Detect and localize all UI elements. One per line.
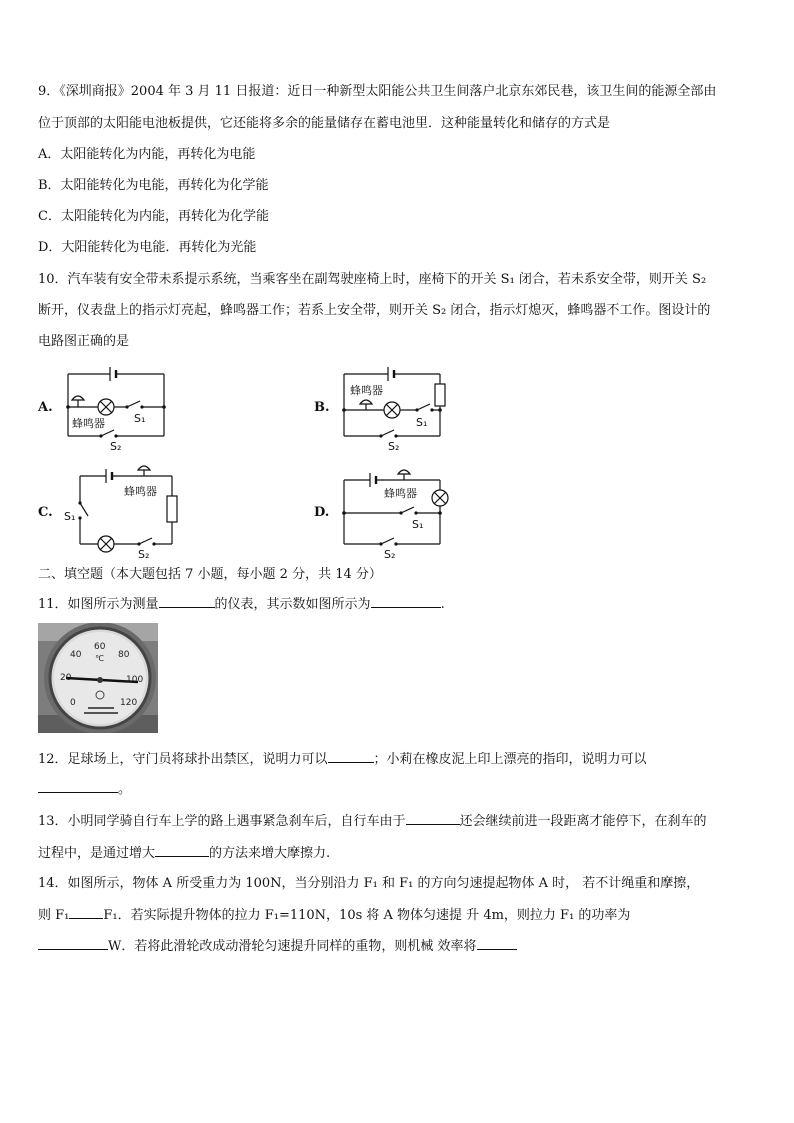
q13-line2 [38, 844, 330, 862]
q11-blank-1[interactable] [159, 595, 215, 608]
q12-text-b: ；小莉在橡皮泥上印上漂亮的指印，说明力可以 [373, 752, 647, 767]
gauge-tick-60: 60 [94, 642, 106, 652]
q9-option-d: D．大阳能转化为电能．再转化为光能 [38, 240, 257, 255]
q12-line2 [38, 780, 131, 798]
circuit-diagram-c [60, 466, 190, 561]
q12-blank-1[interactable] [328, 750, 374, 763]
q9-option-a: A．太阳能转化为内能，再转化为电能 [38, 147, 256, 162]
q10-stem-line2: 断开，仪表盘上的指示灯亮起，蜂鸣器工作；若系上安全带，则开关 S₂ 闭合，指示灯熄灭，蜂鸣器不工作。图设计的 [38, 303, 711, 318]
circuit-diagram-b [340, 364, 450, 454]
buzzer-label: 蜂鸣器 [124, 485, 157, 498]
gauge-tick-20: 20 [60, 673, 72, 683]
q10-option-c-label: C. [38, 505, 53, 520]
gauge-tick-120: 120 [120, 698, 138, 708]
switch-s1-label: S₁ [412, 518, 424, 531]
q14-text-c: W．若将此滑轮改成动滑轮匀速提升同样的重物，则机械 效率将 [108, 939, 477, 954]
q10-stem-line3: 电路图正确的是 [38, 334, 130, 349]
q14-text-b: F₁．若实际提升物体的拉力 F₁=110N，10s 将 A 物体匀速提 升 4m，则拉力 F₁ 的功率为 [103, 908, 631, 923]
q12-blank-2[interactable] [38, 780, 118, 793]
q14-line3 [38, 937, 517, 955]
switch-s2-label: S₂ [110, 440, 122, 453]
gauge-tick-0: 0 [70, 698, 76, 708]
q11-text-part3: . [440, 597, 445, 612]
q14-line2 [38, 906, 630, 924]
q14-line1: 14．如图所示，物体 A 所受重力为 100N，当分别沿力 F₁ 和 F₁ 的方向匀速提起物体 A 时， 若不计绳重和摩擦， [38, 876, 700, 891]
gauge-unit: ℃ [95, 654, 104, 663]
q14-blank-1[interactable] [69, 906, 103, 919]
q14-blank-3[interactable] [477, 937, 517, 950]
section-heading-fill-in: 二、填空题（本大题包括 7 小题，每小题 2 分，共 14 分） [38, 567, 382, 582]
q12-text-a: 12．足球场上，守门员将球扑出禁区，说明力可以 [38, 752, 328, 767]
q9-option-b: B．太阳能转化为电能，再转化为化学能 [38, 178, 269, 193]
gauge-tick-100: 100 [126, 675, 144, 685]
q11-text-part2: 的仪表，其示数如图所示为 [214, 597, 371, 612]
q13-line1 [38, 812, 707, 830]
q13-text-d: 的方法来增大摩擦力. [209, 846, 331, 861]
q11-blank-2[interactable] [371, 595, 441, 608]
q11-text-part1: 11．如图所示为测量 [38, 597, 159, 612]
thermometer-photo [38, 623, 158, 733]
q13-text-b: 还会继续前进一段距离才能停下，在刹车的 [459, 814, 707, 829]
gauge-tick-40: 40 [70, 650, 82, 660]
q10-option-d-label: D. [314, 505, 330, 520]
q13-text-a: 13．小明同学骑自行车上学的路上遇事紧急刹车后，自行车由于 [38, 814, 406, 829]
q10-stem-line1: 10．汽车装有安全带未系提示系统，当乘客坐在副驾驶座椅上时，座椅下的开关 S₁ 闭合，若未系安全带，则开关 S₂ [38, 272, 707, 287]
q9-stem-line2: 位于顶部的太阳能电池板提供，它还能将多余的能量储存在蓄电池里．这种能量转化和储存的方式是 [38, 116, 611, 131]
q13-text-c: 过程中，是通过增大 [38, 846, 156, 861]
q14-blank-2[interactable] [38, 937, 108, 950]
buzzer-label: 蜂鸣器 [350, 384, 383, 397]
circuit-diagram-a [60, 364, 170, 454]
buzzer-label: 蜂鸣器 [384, 487, 417, 500]
q11-stem [38, 595, 445, 613]
switch-s2-label: S₂ [384, 548, 396, 561]
switch-s2-label: S₂ [138, 548, 150, 561]
gauge-tick-80: 80 [118, 650, 130, 660]
q12-line1 [38, 750, 647, 768]
buzzer-label: 蜂鸣器 [72, 417, 105, 430]
q12-text-end: 。 [118, 782, 132, 797]
switch-s1-label: S₁ [134, 412, 146, 425]
q9-stem-line1: 9．《深圳商报》2004 年 3 月 11 日报道：近日一种新型太阳能公共卫生间落户北京东郊民巷，该卫生间的能源全部由 [38, 84, 717, 99]
q13-blank-2[interactable] [155, 844, 209, 857]
switch-s1-label: S₁ [64, 510, 76, 523]
q13-blank-1[interactable] [406, 812, 460, 825]
q14-text-a: 则 F₁ [38, 908, 70, 923]
switch-s1-label: S₁ [416, 416, 428, 429]
q10-option-b-label: B. [314, 400, 330, 415]
q9-option-c: C．太阳能转化为内能，再转化为化学能 [38, 209, 269, 224]
switch-s2-label: S₂ [388, 440, 400, 453]
circuit-diagram-d [340, 466, 460, 561]
q10-option-a-label: A. [38, 400, 53, 415]
